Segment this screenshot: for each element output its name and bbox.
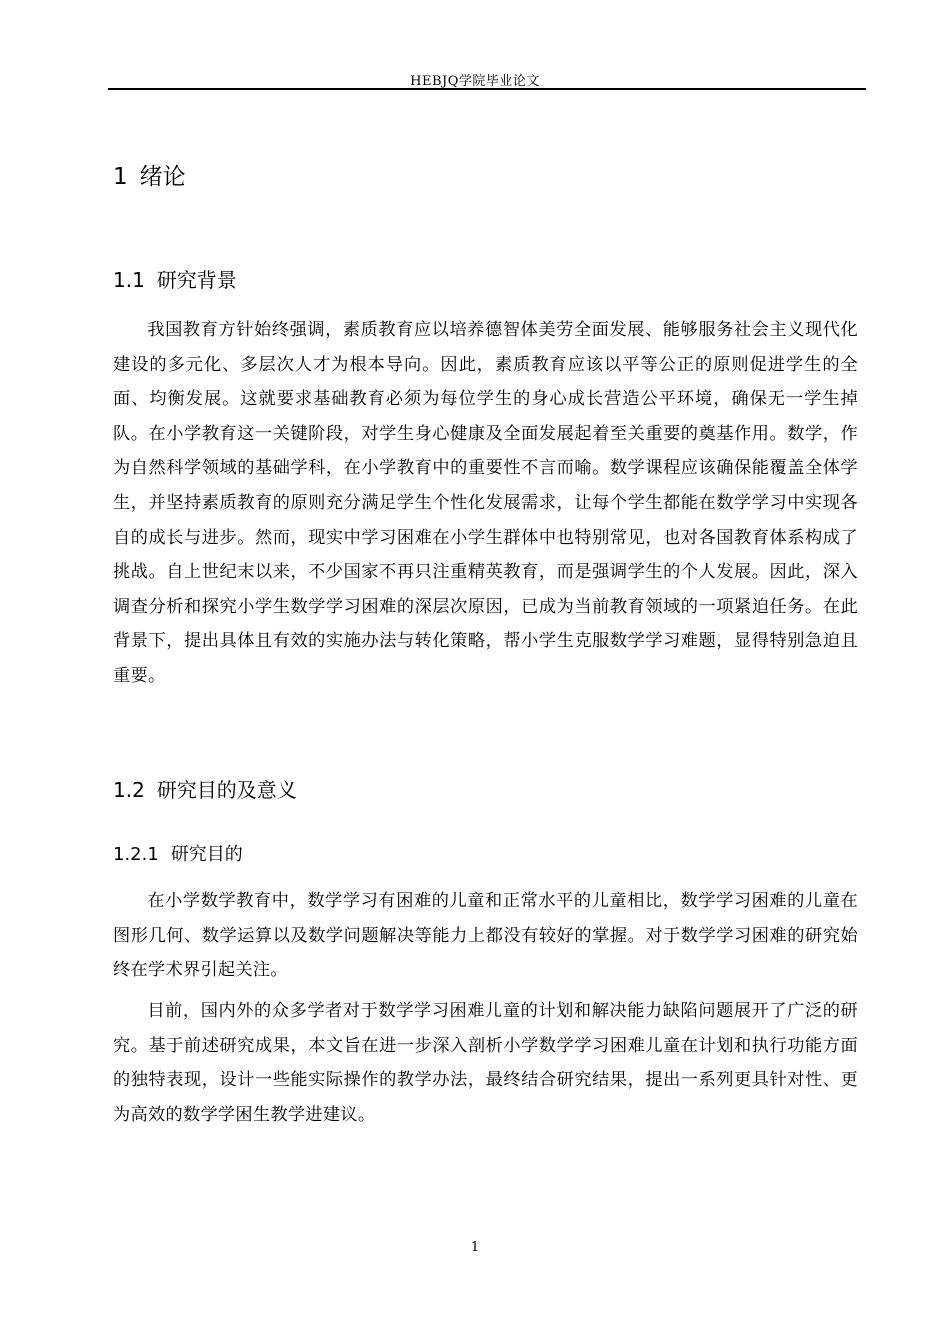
header-title: HEBJQ学院毕业论文 [410,74,540,89]
section-heading-1-2 [113,774,297,803]
section-number: 1.1 [113,268,145,292]
purpose-paragraph-2: 目前，国内外的众多学者对于数学学习困难儿童的计划和解决能力缺陷问题展开了广泛的研究。基于前述研究成果，本文旨在进一步深入剖析小学数学学习困难儿童在计划和执行功能方面的独特表现，设计一些能实际操作的教学办法，最终结合研究结果，提出一系列更具针对性、更为高效的数学学困生教学进建议。 [113,1001,858,1125]
section-title: 研究目的及意义 [156,778,297,802]
subsection-heading-1-2-1 [113,840,243,866]
subsection-number: 1.2.1 [113,844,159,865]
chapter-heading [113,158,186,191]
header-divider [108,88,866,90]
subsection-title: 研究目的 [170,844,243,865]
section-number: 1.2 [113,778,145,802]
background-paragraph: 我国教育方针始终强调，素质教育应以培养德智体美劳全面发展、能够服务社会主义现代化建设的多元化、多层次人才为根本导向。因此，素质教育应该以平等公正的原则促进学生的全面、均衡发展。这就要求基础教育必须为每位学生的身心成长营造公平环境，确保无一学生掉队。在小学教育这一关键阶段，对学生身心健康及全面发展起着至关重要的奠基作用。数学，作为自然科学领域的基础学科，在小学教育中的重要性不言而喻。数学课程应该确保能覆盖全体学生，并坚持素质教育的原则充分满足学生个性化发展需求，让每个学生都能在数学学习中实现各自的成长与进步。然而，现实中学习困难在小学生群体中也特别常见，也对各国教育体系构成了挑战。自上世纪末以来，不少国家不再只注重精英教育，而是强调学生的个人发展。因此，深入调查分析和探究小学生数学学习困难的深层次原因，已成为当前教育领域的一项紧迫任务。在此背景下，提出具体且有效的实施办法与转化策略，帮小学生克服数学学习难题，显得特别急迫且重要。 [113,320,858,686]
page-number: 1 [470,1240,480,1255]
section-title: 研究背景 [156,268,237,292]
chapter-title: 绪论 [139,164,186,190]
section-heading-1-1 [113,264,237,293]
purpose-paragraph-1: 在小学数学教育中，数学学习有困难的儿童和正常水平的儿童相比，数学学习困难的儿童在图形几何、数学运算以及数学问题解决等能力上都没有较好的掌握。对于数学学习困难的研究始终在学术界引起关注。 [113,891,858,981]
chapter-number: 1 [113,164,128,190]
